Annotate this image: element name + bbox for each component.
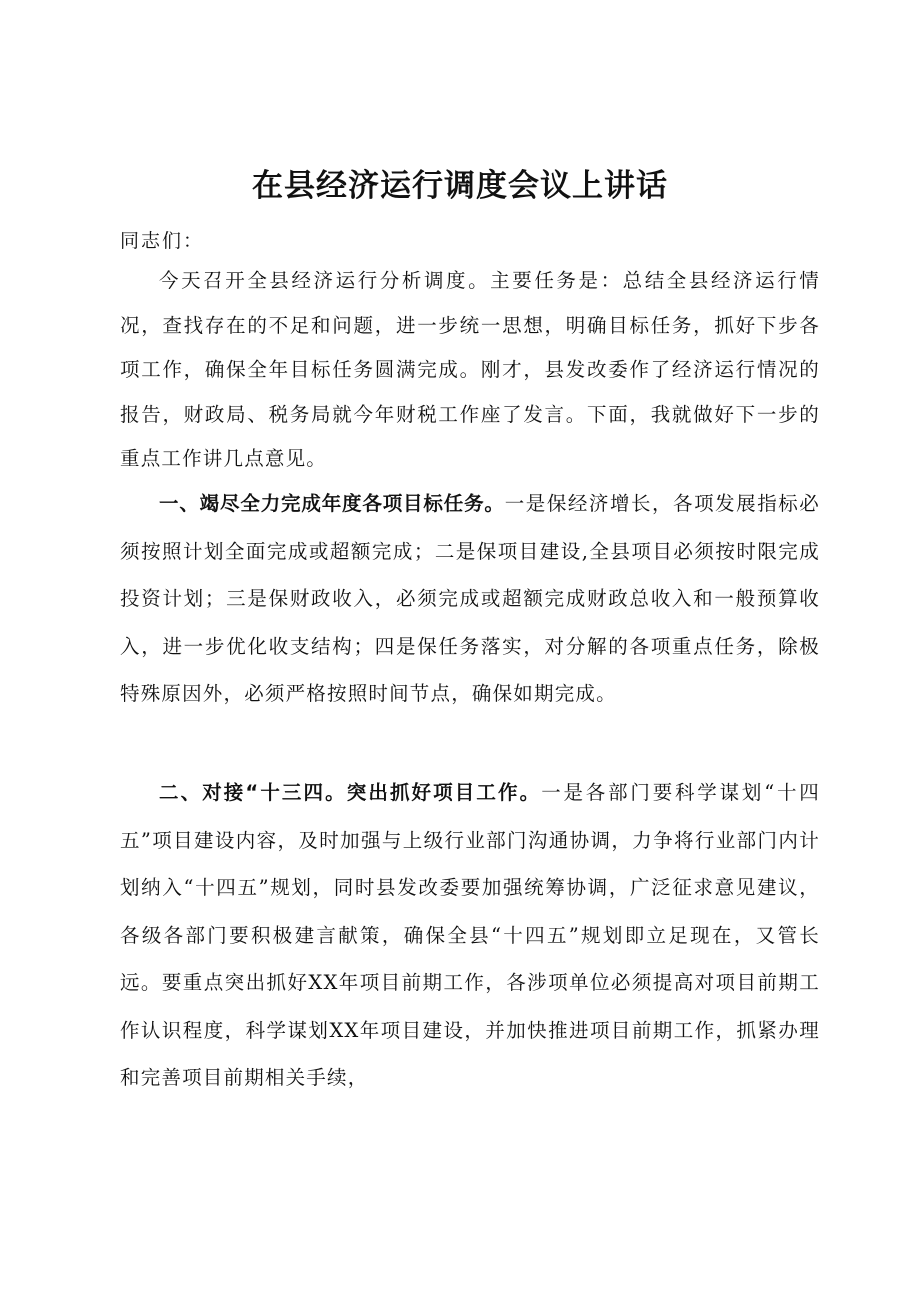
document-title: 在县经济运行调度会议上讲话	[252, 168, 668, 204]
paragraph-section-one	[120, 480, 820, 718]
paragraph-body: 一是各部门要科学谋划“十四五”项目建设内容，及时加强与上级行业部门沟通协调，力争将行业部门内计划纳入“十四五”规划，同时县发改委要加强统筹协调，广泛征求意见建议，各级各部门要积极建言献策，确保全县“十四五”规划即立足现在，又管长远。要重点突出抓好XX年项目前期工作，各涉项单位必须提高对项目前期工作认识程度，科学谋划XX年项目建设，并加快推进项目前期工作，抓紧办理和完善项目前期相关手续，	[120, 781, 820, 1089]
section-heading: 二、对接“十三四。突出抓好项目工作。	[159, 781, 542, 804]
paragraph-section-two	[120, 769, 820, 1102]
paragraph-body: 一是保经济增长，各项发展指标必须按照计划全面完成或超额完成；二是保项目建设,全县项目必须按时限完成投资计划；三是保财政收入，必须完成或超额完成财政总收入和一般预算收入，进一步优化收支结构；四是保任务落实，对分解的各项重点任务，除极特殊原因外，必须严格按照时间节点，确保如期完成。	[120, 492, 820, 705]
paragraph-body: 今天召开全县经济运行分析调度。主要任务是：总结全县经济运行情况，查找存在的不足和问题，进一步统一思想，明确目标任务，抓好下步各项工作，确保全年目标任务圆满完成。刚才，县发改委作了经济运行情况的报告，财政局、税务局就今年财税工作座了发言。下面，我就做好下一步的重点工作讲几点意见。	[120, 269, 820, 470]
section-heading: 一、竭尽全力完成年度各项目标任务。	[159, 492, 505, 515]
salutation: 同志们：	[120, 230, 205, 252]
paragraph-intro	[120, 259, 820, 482]
